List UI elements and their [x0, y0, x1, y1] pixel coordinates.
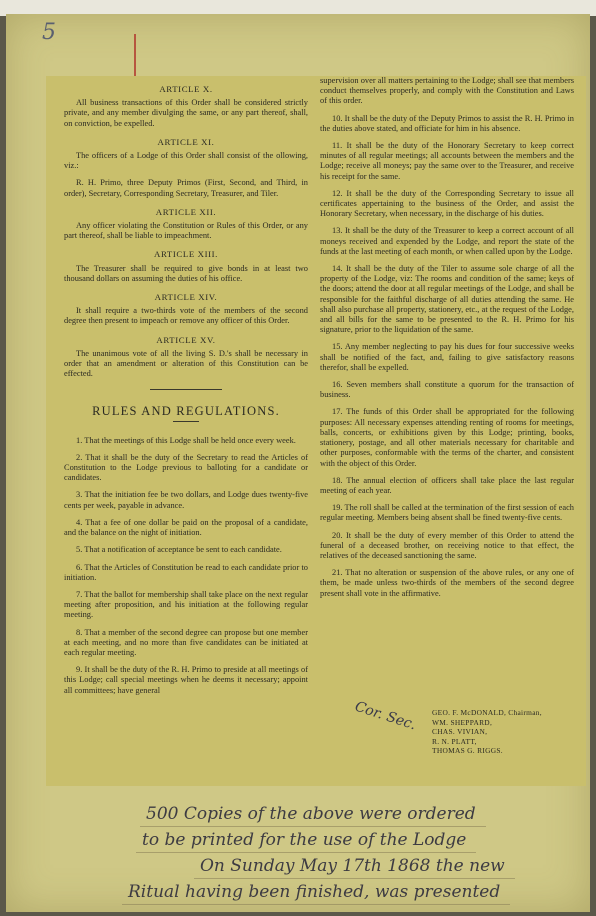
paragraph: It shall require a two-thirds vote of the members of the second degree then present to impeach or remove any officer of this Order. [64, 306, 308, 326]
signature-line: GEO. F. McDONALD, Chairman, [432, 708, 542, 717]
paragraph: Any officer violating the Constitution or Rules of this Order, or any part thereof, shall be liable to impeachment. [64, 221, 308, 241]
paragraph: 5. That a notification of acceptance be sent to each candidate. [76, 545, 282, 555]
handwritten-line: Ritual having been finished, was presented [128, 882, 501, 902]
page-number: 5 [42, 20, 56, 45]
article-heading: ARTICLE XI. [157, 136, 215, 147]
paragraph: 15. Any member neglecting to pay his dues for four successive weeks shall be notified of the fact, and, failing to give satisfactory reasons therefor, shall be expelled. [320, 342, 574, 372]
heading-rule [173, 421, 199, 422]
right-column [320, 76, 574, 606]
section-heading: RULES AND REGULATIONS. [92, 404, 280, 419]
left-column [64, 76, 308, 703]
signature-line: R. N. PLATT, [432, 736, 477, 746]
paragraph: 1. That the meetings of this Lodge shall be held once every week. [76, 435, 296, 445]
margin-rule [134, 34, 136, 82]
handwritten-line: On Sunday May 17th 1868 the new [200, 856, 505, 876]
paragraph: 11. It shall be the duty of the Honorary Secretary to keep correct minutes of all regular meetings; all accounts between the members and the Lodge; receive all moneys; pay the same over to the Treasurer, and receive his receipt for the same. [320, 141, 574, 181]
signature-line: THOMAS G. RIGGS. [432, 746, 503, 756]
paragraph: 21. That no alteration or suspension of the above rules, or any one of them, be made unless two-thirds of the members of the second degree present shall vote in the affirmative. [320, 568, 574, 598]
paragraph: 19. The roll shall be called at the termination of the first session of each regular meeting. Members being absent shall be fined twenty-five cents. [320, 503, 574, 523]
paragraph: The Treasurer shall be required to give bonds in at least two thousand dollars on assuming the duties of his office. [64, 263, 308, 283]
paragraph: supervision over all matters pertaining to the Lodge; shall see that members conduct themselves properly, and comply with the Constitution and Laws of this order. [320, 76, 574, 106]
paragraph: 2. That it shall be the duty of the Secretary to read the Articles of Constitution to the Lodge previous to balloting for a candidate or candidates. [64, 452, 308, 483]
paragraph: 6. That the Articles of Constitution be read to each candidate prior to initiation. [64, 562, 308, 582]
paragraph: The officers of a Lodge of this Order shall consist of the ollowing, viz.: [64, 151, 308, 171]
article-heading: ARTICLE XV. [156, 334, 216, 345]
paragraph: 4. That a fee of one dollar be paid on the proposal of a candidate, and the balance on the night of initiation. [64, 517, 308, 538]
article-heading: ARTICLE XIV. [154, 292, 218, 303]
document-page [6, 14, 590, 912]
paragraph: 13. It shall be the duty of the Treasurer to keep a correct account of all moneys received and expended by the Lodge, and report the state of the funds at the last meeting of each month, or when called upon by the Lodge. [320, 226, 574, 256]
paragraph: 3. That the initiation fee be two dollars, and Lodge dues twenty-five cents per week, payable in advance. [64, 490, 308, 510]
handwritten-line: 500 Copies of the above were ordered [146, 804, 476, 824]
paragraph: 8. That a member of the second degree can propose but one member at each meeting, and no more than five candidates can be initiated at each regular meeting. [64, 627, 308, 657]
paragraph: 7. That the ballot for membership shall take place on the next regular meeting after proposition, and his initiation at the following regular meeting. [64, 589, 308, 620]
paragraph: The unanimous vote of all the living S. D.'s shall be necessary in order that an amendment or alteration of this Constitution can be effected. [64, 348, 308, 379]
handwritten-stamp: Cor. Sec. [352, 698, 419, 734]
signature-line: CHAS. VIVIAN, [432, 727, 488, 737]
paragraph: All business transactions of this Order shall be considered strictly private, and any member divulging the same, or any part thereof, shall, on conviction, be expelled. [64, 98, 308, 128]
article-heading: ARTICLE XII. [155, 206, 217, 217]
divider [150, 389, 222, 390]
paragraph: 14. It shall be the duty of the Tiler to assume sole charge of all the property of the Lodge, viz: The rooms and condition of the same; keys of the doors; attend the door at all regular meetings of the Lodge, and shall be responsible for the faithful discharge of all duties attending the same. He shall also purchase all property, stationery, etc., at the request of the Lodge, and all bills for the same to be presented to the R. H. Primo for his signature, prior to the liquidation of the same. [320, 264, 574, 335]
paragraph: R. H. Primo, three Deputy Primos (First, Second, and Third, in order), Secretary, Corresponding Secretary, Treasurer, and Tiler. [64, 178, 308, 198]
paragraph: 16. Seven members shall constitute a quorum for the transaction of business. [320, 380, 574, 400]
signature-block [432, 708, 590, 756]
paragraph: 10. It shall be the duty of the Deputy Primos to assist the R. H. Primo in the duties above stated, and officiate for him in his absence. [320, 113, 574, 133]
paragraph: 12. It shall be the duty of the Corresponding Secretary to issue all certificates appertaining to the business of the Order, and assist the Honorary Secretary, when necessary, in the discharge of his duties. [320, 188, 574, 219]
handwritten-line: to be printed for the use of the Lodge [142, 830, 467, 850]
article-heading: ARTICLE X. [159, 84, 213, 94]
paragraph: 9. It shall be the duty of the R. H. Primo to preside at all meetings of this Lodge; call special meetings when he deems it necessary; appoint all committees; have general [64, 665, 308, 695]
paragraph: 18. The annual election of officers shall take place the last regular meeting of each year. [320, 475, 574, 495]
signature-line: WM. SHEPPARD, [432, 717, 493, 727]
article-heading: ARTICLE XIII. [154, 249, 218, 260]
paragraph: 17. The funds of this Order shall be appropriated for the following purposes: All necessary expenses attending renting of rooms for meetings, balls, concerts, or exhibitions given by this Lodge; printing, books, stationery, postage, and all other materials necessary for charitable and other purposes, conformable with the terms of the charter, and consistent with the object of this Order. [320, 407, 574, 468]
printed-sheet [46, 76, 586, 786]
paragraph: 20. It shall be the duty of every member of this Order to attend the funeral of a deceased brother, on receiving notice to that effect, the relatives of the deceased sanctioning the same. [320, 530, 574, 560]
